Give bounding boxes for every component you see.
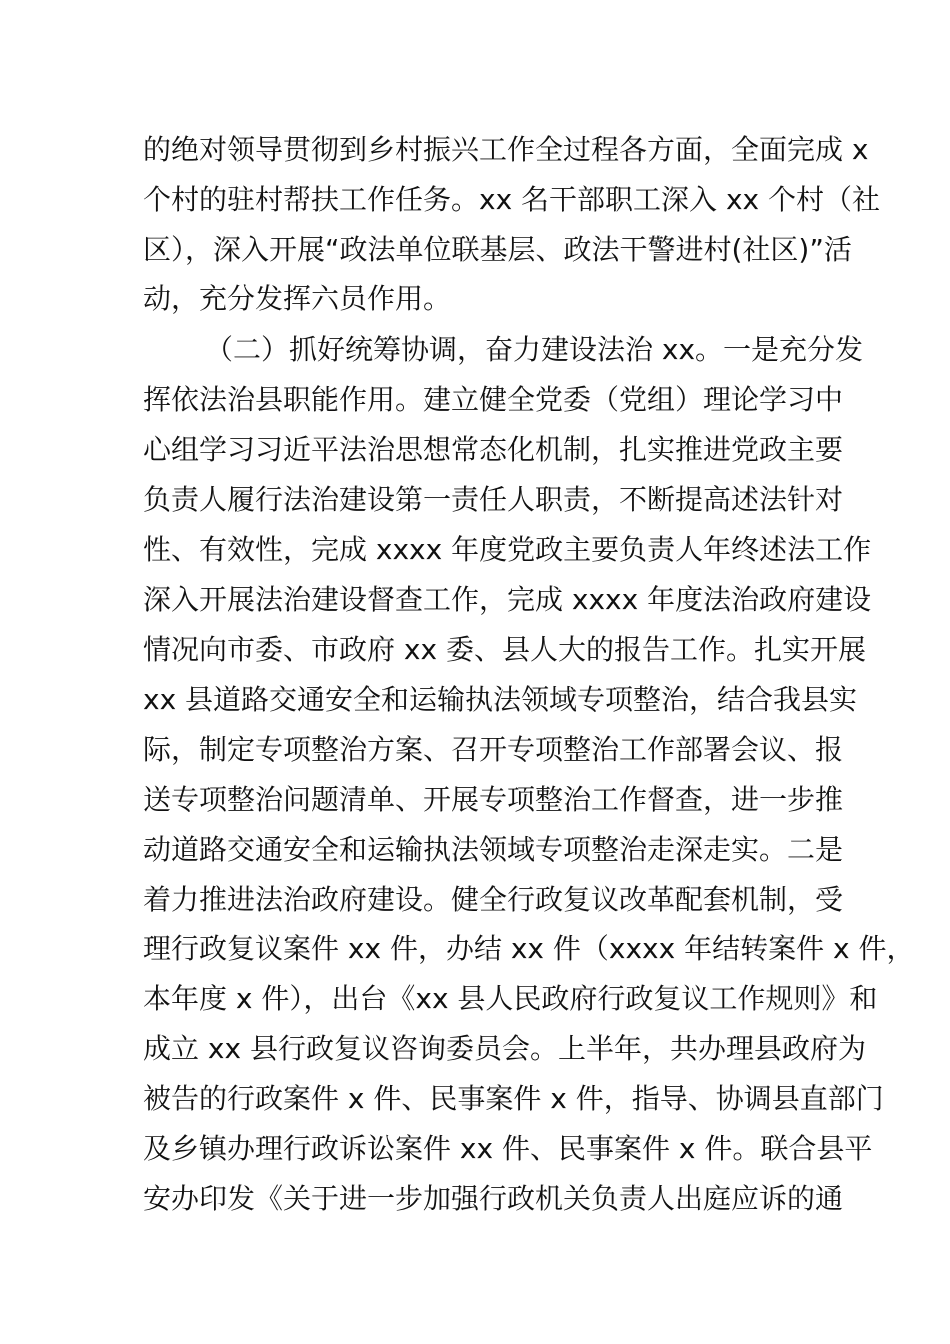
text-line: 挥依法治县职能作用。建立健全党委（党组）理论学习中 <box>143 383 844 416</box>
text-line: 及乡镇办理行政诉讼案件 xx 件、民事案件 x 件。联合县平 <box>143 1132 873 1165</box>
text-line: 理行政复议案件 xx 件，办结 xx 件（xxxx 年结转案件 x 件， <box>143 932 915 965</box>
text-line: 被告的行政案件 x 件、民事案件 x 件，指导、协调县直部门 <box>143 1082 884 1115</box>
text-line: 送专项整治问题清单、开展专项整治工作督查，进一步推 <box>143 783 844 816</box>
text-line: 情况向市委、市政府 xx 委、县人大的报告工作。扎实开展 <box>143 633 866 666</box>
text-line: 深入开展法治建设督查工作，完成 xxxx 年度法治政府建设 <box>143 583 872 616</box>
text-line: 成立 xx 县行政复议咨询委员会。上半年，共办理县政府为 <box>143 1032 866 1065</box>
text-line: 着力推进法治政府建设。健全行政复议改革配套机制，受 <box>143 883 844 916</box>
text-line: 区），深入开展“政法单位联基层、政法干警进村(社区)”活 <box>143 233 852 266</box>
text-line: 心组学习习近平法治思想常态化机制，扎实推进党政主要 <box>143 433 844 466</box>
text-line: 际，制定专项整治方案、召开专项整治工作部署会议、报 <box>143 733 844 766</box>
section-heading-line: （二）抓好统筹协调，奋力建设法治 xx。一是充分发 <box>205 333 864 366</box>
text-line: 负责人履行法治建设第一责任人职责，不断提高述法针对 <box>143 483 844 516</box>
text-line: 本年度 x 件），出台《xx 县人民政府行政复议工作规则》和 <box>143 982 878 1015</box>
text-line: 的绝对领导贯彻到乡村振兴工作全过程各方面，全面完成 x <box>143 133 869 166</box>
text-line: xx 县道路交通安全和运输执法领域专项整治，结合我县实 <box>143 683 858 716</box>
text-line: 性、有效性，完成 xxxx 年度党政主要负责人年终述法工作 <box>143 533 872 566</box>
text-line: 个村的驻村帮扶工作任务。xx 名干部职工深入 xx 个村（社 <box>143 183 880 216</box>
text-line: 动道路交通安全和运输执法领域专项整治走深走实。二是 <box>143 833 844 866</box>
text-line: 安办印发《关于进一步加强行政机关负责人出庭应诉的通 <box>143 1182 844 1215</box>
text-line: 动，充分发挥六员作用。 <box>143 282 452 315</box>
